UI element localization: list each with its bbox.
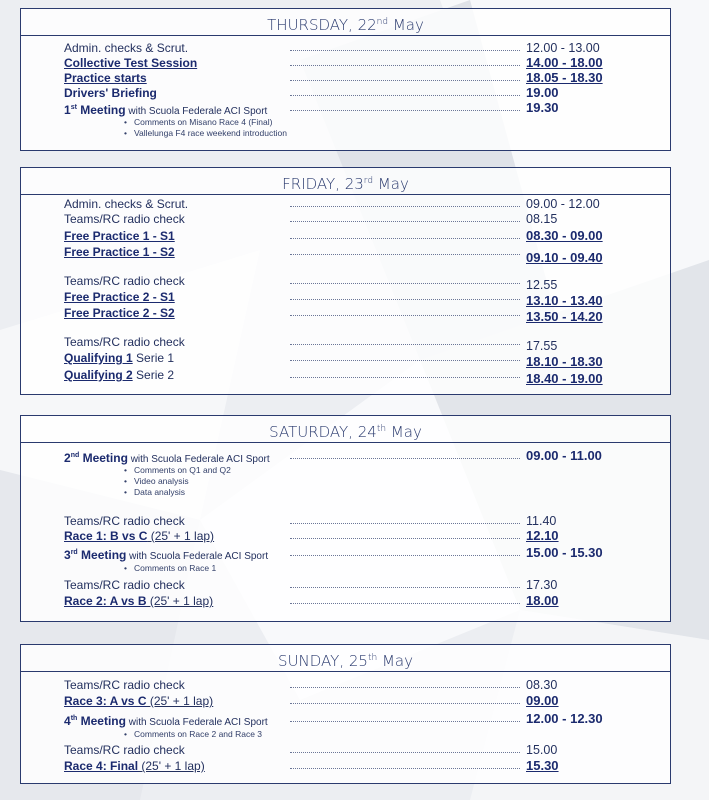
schedule-row <box>64 513 670 529</box>
schedule-row <box>64 693 670 709</box>
leader-dots <box>290 299 520 300</box>
leader-dots <box>290 344 520 345</box>
bullet-item: • Video analysis <box>134 476 189 486</box>
bullet-item: • Data analysis <box>134 487 185 497</box>
schedule-row <box>64 196 670 212</box>
event-time: 12.00 - 12.30 <box>526 711 603 726</box>
event-label: Race 4: Final (25' + 1 lap) <box>64 759 205 773</box>
meeting-label: 4th Meeting with Scuola Federale ACI Sport <box>64 714 268 728</box>
day-title-month: May <box>373 175 409 193</box>
schedule-row <box>64 350 670 369</box>
bullet-item: • Comments on Q1 and Q2 <box>134 465 231 475</box>
leader-dots <box>290 315 520 316</box>
event-label: Teams/RC radio check <box>64 578 185 592</box>
event-label: Teams/RC radio check <box>64 212 185 226</box>
schedule-row <box>64 367 670 386</box>
schedule-row <box>64 244 670 265</box>
event-time: 15.00 - 15.30 <box>526 545 603 560</box>
leader-dots <box>290 254 520 255</box>
event-time: 12.00 - 13.00 <box>526 41 600 55</box>
day-header <box>21 416 670 443</box>
leader-dots <box>290 360 520 361</box>
meeting-label: 3rd Meeting with Scuola Federale ACI Sport <box>64 548 269 562</box>
leader-dots <box>290 65 520 66</box>
day-card-sunday <box>20 644 671 784</box>
schedule-row <box>64 70 670 86</box>
day-title: SUNDAY, 25 <box>278 652 368 670</box>
leader-dots <box>290 206 520 207</box>
event-time: 09.00 - 11.00 <box>526 448 602 463</box>
leader-dots <box>290 603 520 604</box>
event-time: 08.15 <box>526 212 558 226</box>
event-label: Race 3: A vs C (25' + 1 lap) <box>64 694 214 708</box>
event-label: Free Practice 2 - S2 <box>64 306 175 320</box>
schedule-row <box>64 677 670 693</box>
leader-dots <box>290 221 520 222</box>
schedule-row <box>64 528 670 544</box>
schedule-row <box>64 289 670 308</box>
event-time: 12.55 <box>526 278 558 292</box>
event-time: 11.40 <box>526 514 557 528</box>
day-title-sup: th <box>376 424 387 434</box>
event-time: 18.05 - 18.30 <box>526 70 603 85</box>
schedule-row <box>64 305 670 324</box>
event-label: Teams/RC radio check <box>64 514 185 528</box>
event-time: 17.30 <box>526 578 558 592</box>
day-title-sup: th <box>367 653 378 663</box>
schedule-row <box>64 545 670 561</box>
event-time: 09.00 <box>526 693 559 708</box>
event-time: 15.00 <box>526 743 558 757</box>
schedule-row <box>64 334 670 353</box>
bullet-item: • Vallelunga F4 race weekend introduction <box>134 128 287 138</box>
event-label: Qualifying 2 Serie 2 <box>64 368 175 382</box>
leader-dots <box>290 283 520 284</box>
event-time: 19.30 <box>526 100 559 115</box>
day-header <box>21 168 670 195</box>
day-title-month: May <box>377 652 413 670</box>
schedule-row <box>64 211 670 227</box>
day-card-thursday <box>20 8 671 151</box>
schedule-row <box>64 273 670 292</box>
schedule-row <box>64 593 670 609</box>
day-title-sup: rd <box>363 176 374 186</box>
leader-dots <box>290 458 520 459</box>
event-label: Teams/RC radio check <box>64 274 185 288</box>
leader-dots <box>290 377 520 378</box>
event-time: 18.10 - 18.30 <box>526 354 603 369</box>
event-label: Teams/RC radio check <box>64 743 185 757</box>
day-header <box>21 645 670 672</box>
event-time: 08.30 <box>526 678 558 692</box>
event-label: Admin. checks & Scrut. <box>64 41 189 55</box>
event-label: Drivers' Briefing <box>64 86 157 100</box>
event-label: Free Practice 2 - S1 <box>64 290 175 304</box>
leader-dots <box>290 523 520 524</box>
event-time: 14.00 - 18.00 <box>526 55 603 70</box>
event-time: 09.10 - 09.40 <box>526 250 603 265</box>
leader-dots <box>290 721 520 722</box>
day-title: THURSDAY, 22 <box>267 16 377 34</box>
event-time: 17.55 <box>526 339 558 353</box>
day-title-sup: nd <box>376 17 389 27</box>
leader-dots <box>290 95 520 96</box>
day-title-month: May <box>386 423 422 441</box>
leader-dots <box>290 50 520 51</box>
event-time: 19.00 <box>526 85 559 100</box>
event-label: Teams/RC radio check <box>64 678 185 692</box>
leader-dots <box>290 238 520 239</box>
schedule-row <box>64 448 670 464</box>
leader-dots <box>290 703 520 704</box>
schedule-row <box>64 85 670 101</box>
event-label: Practice starts <box>64 71 147 85</box>
event-time: 15.30 <box>526 758 559 773</box>
meeting-label: 1st Meeting with Scuola Federale ACI Sport <box>64 103 268 117</box>
event-time: 09.00 - 12.00 <box>526 197 600 211</box>
event-label: Race 1: B vs C (25' + 1 lap) <box>64 529 215 543</box>
event-time: 18.00 <box>526 593 559 608</box>
schedule-row <box>64 100 670 116</box>
bullet-item: • Comments on Race 1 <box>134 563 216 573</box>
event-label: Free Practice 1 - S2 <box>64 245 175 259</box>
leader-dots <box>290 752 520 753</box>
event-time: 13.50 - 14.20 <box>526 309 603 324</box>
event-time: 18.40 - 19.00 <box>526 371 603 386</box>
leader-dots <box>290 768 520 769</box>
schedule-row <box>64 742 670 758</box>
leader-dots <box>290 555 520 556</box>
day-title: SATURDAY, 24 <box>269 423 377 441</box>
leader-dots <box>290 110 520 111</box>
schedule-row <box>64 758 670 774</box>
event-label: Free Practice 1 - S1 <box>64 229 175 243</box>
day-card-friday <box>20 167 671 395</box>
event-label: Admin. checks & Scrut. <box>64 197 189 211</box>
bullet-item: • Comments on Misano Race 4 (Final) <box>134 117 272 127</box>
schedule-row <box>64 228 670 244</box>
schedule-row <box>64 40 670 56</box>
leader-dots <box>290 80 520 81</box>
schedule-row <box>64 577 670 593</box>
day-header <box>21 9 670 36</box>
day-card-saturday <box>20 415 671 622</box>
schedule-row <box>64 711 670 727</box>
event-label: Race 2: A vs B (25' + 1 lap) <box>64 594 214 608</box>
event-time: 08.30 - 09.00 <box>526 228 603 243</box>
event-label: Teams/RC radio check <box>64 335 185 349</box>
day-title-month: May <box>388 16 424 34</box>
event-time: 12.10 <box>526 528 559 543</box>
event-label: Qualifying 1 Serie 1 <box>64 351 175 365</box>
schedule-row <box>64 55 670 71</box>
leader-dots <box>290 687 520 688</box>
leader-dots <box>290 538 520 539</box>
meeting-label: 2nd Meeting with Scuola Federale ACI Sport <box>64 451 270 465</box>
event-time: 13.10 - 13.40 <box>526 293 603 308</box>
event-label: Collective Test Session <box>64 56 198 70</box>
leader-dots <box>290 587 520 588</box>
day-title: FRIDAY, 23 <box>282 175 364 193</box>
bullet-item: • Comments on Race 2 and Race 3 <box>134 729 262 739</box>
